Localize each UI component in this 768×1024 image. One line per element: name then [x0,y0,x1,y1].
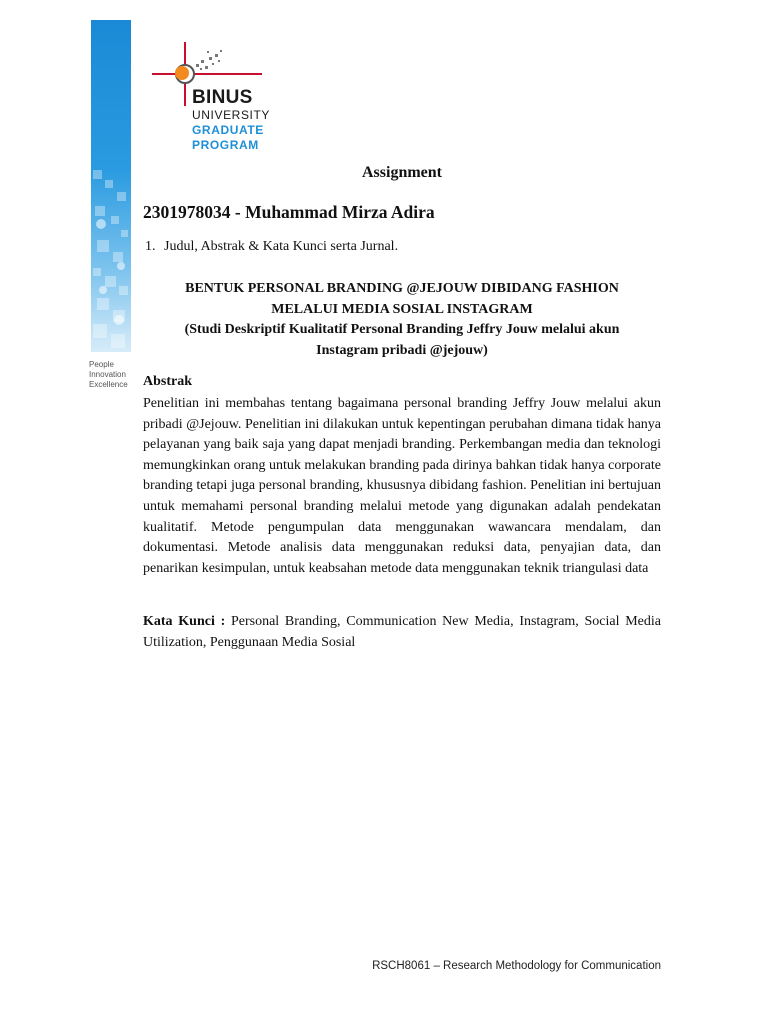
tagline-excellence: Excellence [89,380,128,389]
tagline-innovation: Innovation [89,370,126,379]
list-item-text: Judul, Abstrak & Kata Kunci serta Jurnal. [164,239,399,254]
side-brand-strip [91,20,131,352]
footer-course: RSCH8061 – Research Methodology for Communication [372,960,661,972]
abstract-text: Penelitian ini membahas tentang bagaimana personal branding Jeffry Jouw melalui akun pribadi @Jejouw. Penelitian ini dilakukan untuk kepentingan perubahan dimana tidak hanya pelayanan yang baik saja yang dapat menjadi branding. Perkembangan media dan teknologi memungkinkan orang untuk melakukan branding pada dirinya bahkan tidak hanya corporate branding tetapi juga personal branding, khususnya dibidang fashion. Penelitian ini bertujuan untuk memahami personal branding melalui metode yang digunakan adalah pendekatan kualitatif. Metode pengumpulan data menggunakan wawancara mendalam, dan dokumentasi. Metode analisis data menggunakan reduksi data, penyajian data, dan penarikan kesimpulan, untuk keabsahan metode data menggunakan teknik triangulasi data [143,396,661,576]
paper-title-line-2: MELALUI MEDIA SOSIAL INSTAGRAM [271,301,533,317]
logo-name: BINUS [192,87,253,108]
keywords-label: Kata Kunci : [143,614,226,629]
list-item-number: 1. [145,239,156,254]
abstract-heading: Abstrak [143,374,193,389]
logo-program-line2: PROGRAM [192,138,259,152]
paper-title-line-4: Instagram pribadi @jejouw) [316,342,488,358]
author-line: 2301978034 - Muhammad Mirza Adira [143,202,435,222]
logo-subtitle: UNIVERSITY [192,108,271,122]
brand-tagline [89,360,128,390]
keywords-text: Personal Branding, Communication New Media, Instagram, Social Media Utilization, Penggunaan Media Sosial [143,614,662,650]
tagline-people: People [89,360,114,369]
paper-title [143,279,661,361]
paper-title-line-1: BENTUK PERSONAL BRANDING @JEJOUW DIBIDANG FASHION [185,281,619,296]
keywords [143,612,661,653]
list-item [145,239,398,255]
page-title: Assignment [361,164,442,181]
logo-program-line1: GRADUATE [192,123,264,137]
binus-logo [150,40,280,155]
paper-title-line-3: (Studi Deskriptif Kualitatif Personal Branding Jeffry Jouw melalui akun [184,322,620,337]
